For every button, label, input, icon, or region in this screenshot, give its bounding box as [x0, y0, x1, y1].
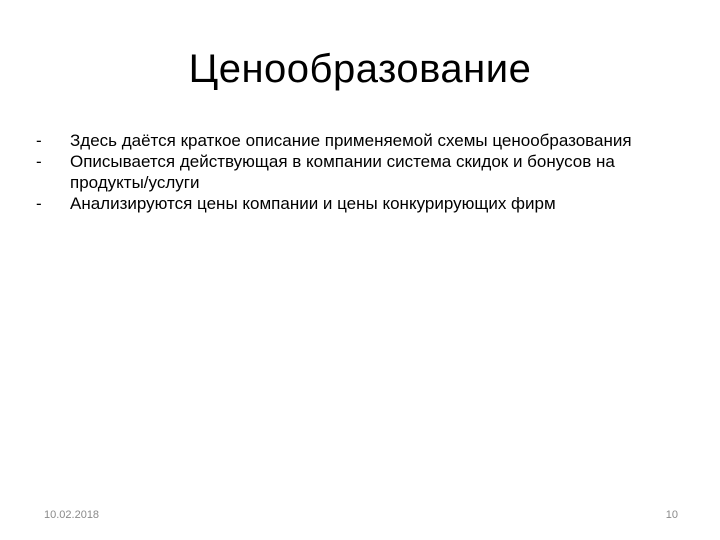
footer-date: 10.02.2018 — [44, 509, 100, 521]
bullet-marker: - — [36, 194, 42, 213]
bullet-marker: - — [36, 152, 42, 171]
footer-page-number: 10 — [665, 509, 678, 521]
bullet-text: Описывается действующая в компании система скидок и бонусов на продукты/услуги — [70, 152, 615, 192]
bullet-text: Анализируются цены компании и цены конкурирующих фирм — [70, 194, 556, 213]
bullet-item-2 — [36, 151, 686, 193]
bullet-item-3 — [36, 193, 686, 214]
bullet-text: Здесь даётся краткое описание применяемой схемы ценообразования — [70, 131, 632, 150]
bullet-list — [36, 130, 686, 214]
slide-title: Ценообразование — [188, 47, 532, 91]
bullet-marker: - — [36, 131, 42, 150]
bullet-item-1 — [36, 130, 686, 151]
